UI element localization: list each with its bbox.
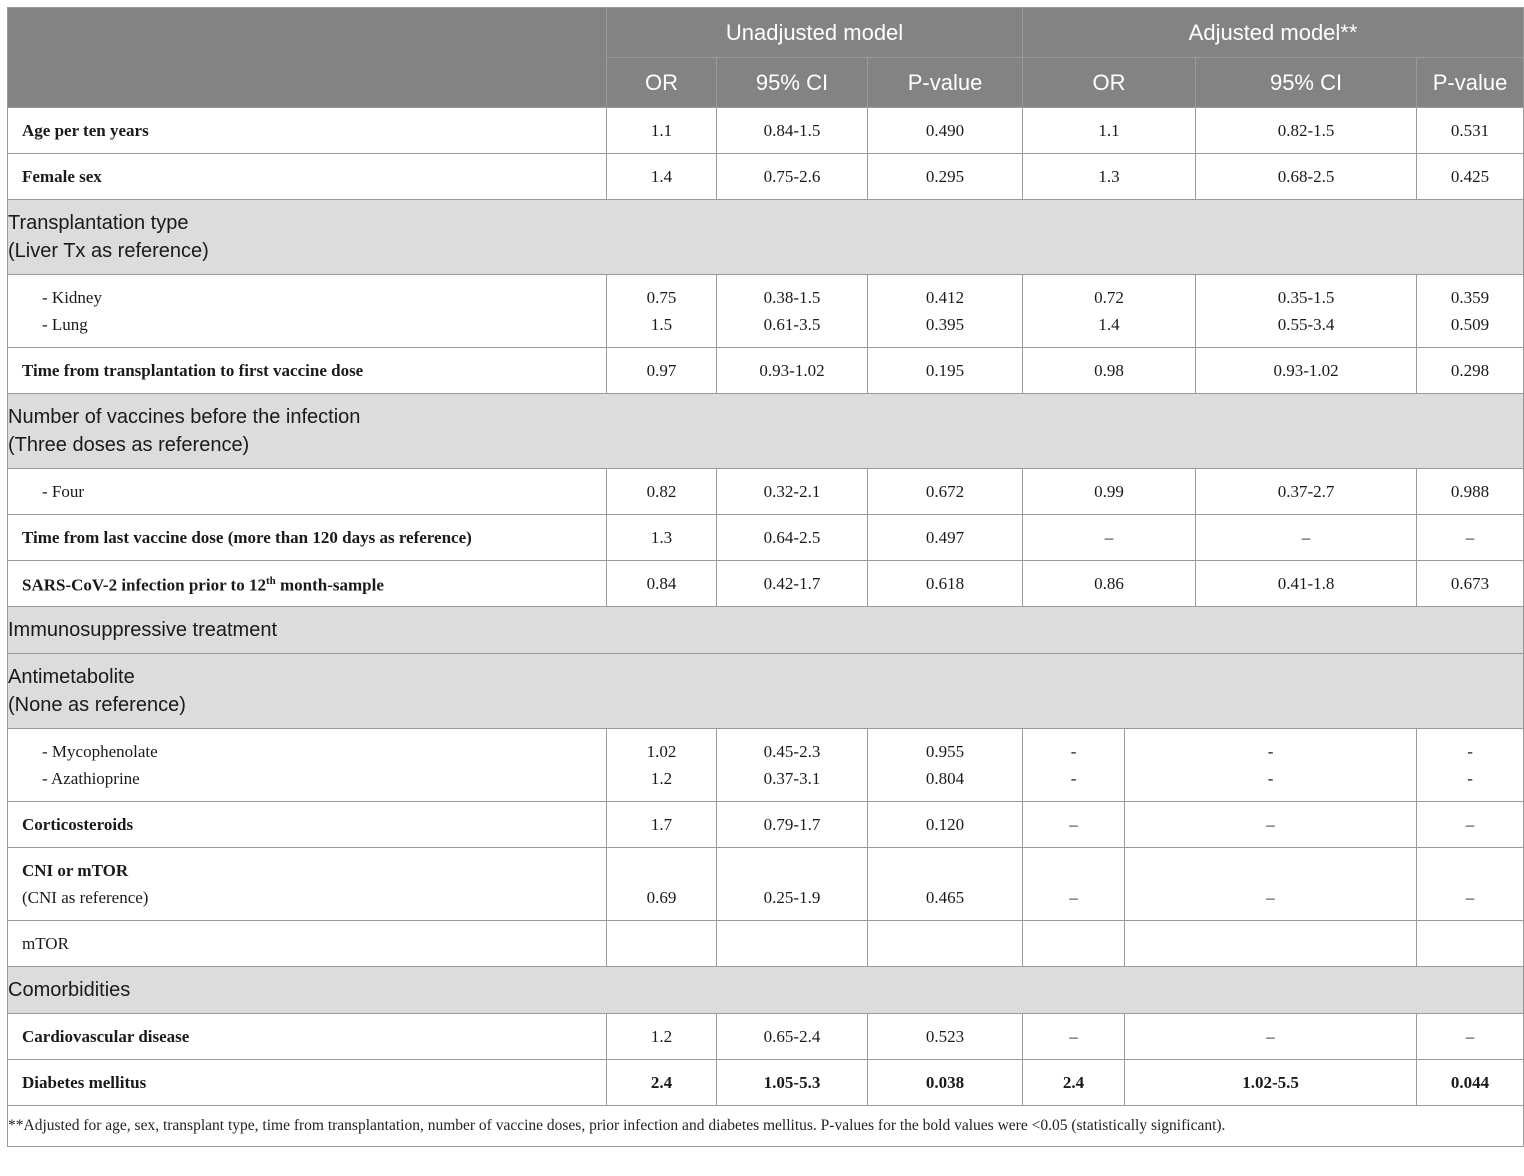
row-label: Time from transplantation to first vaccine dose [8, 348, 607, 394]
header-ci-unadj: 95% CI [717, 58, 868, 108]
cell-ci-unadj: 1.05-5.3 [717, 1060, 868, 1106]
cell-ci-adj: – [1125, 802, 1417, 848]
cell-empty [717, 921, 868, 967]
cell-or-adj: - - [1023, 729, 1125, 802]
cell-or-unadj: 1.4 [607, 154, 717, 200]
table-row-mtor [8, 921, 1524, 967]
row-label: Time from last vaccine dose (more than 120 days as reference) [8, 515, 607, 561]
cell-or-adj: – [1023, 848, 1125, 921]
section-title: Number of vaccines before the infection [8, 406, 361, 428]
section-comorbidities [8, 967, 1524, 1014]
table-row-cni [8, 848, 1524, 921]
table-row-diabetes [8, 1060, 1524, 1106]
cell-or-adj: – [1023, 802, 1125, 848]
cell-ci-adj: – [1196, 515, 1417, 561]
section-subtitle: (Liver Tx as reference) [8, 240, 209, 262]
cell-ci-adj: 0.41-1.8 [1196, 561, 1417, 607]
cell-empty [1125, 921, 1417, 967]
cell-p-adj: – [1417, 802, 1524, 848]
cell-ci-unadj: 0.93-1.02 [717, 348, 868, 394]
cell-p-adj: 0.673 [1417, 561, 1524, 607]
table-row-sars [8, 561, 1524, 607]
cell-ci-unadj: 0.64-2.5 [717, 515, 868, 561]
cell-empty [868, 921, 1023, 967]
cell-p-adj: 0.044 [1417, 1060, 1524, 1106]
cell-ci-adj: 0.68-2.5 [1196, 154, 1417, 200]
cell-empty [1417, 921, 1524, 967]
sub-label-azathioprine: - Azathioprine [42, 769, 140, 788]
cell-ci-unadj: 0.38-1.5 0.61-3.5 [717, 275, 868, 348]
header-unadjusted: Unadjusted model [607, 8, 1023, 58]
cell-empty [607, 921, 717, 967]
cell-ci-adj: - - [1125, 729, 1417, 802]
cell-p-unadj: 0.120 [868, 802, 1023, 848]
table-row-corticosteroids [8, 802, 1524, 848]
cell-p-adj: 0.359 0.509 [1417, 275, 1524, 348]
row-label: mTOR [8, 921, 607, 967]
table-row-transplant-types [8, 275, 1524, 348]
cell-empty [1023, 921, 1125, 967]
section-label [8, 394, 1524, 469]
cell-p-adj: - - [1417, 729, 1524, 802]
section-title: Immunosuppressive treatment [8, 619, 278, 641]
cell-p-unadj: 0.295 [868, 154, 1023, 200]
section-label [8, 200, 1524, 275]
cell-ci-adj: 0.93-1.02 [1196, 348, 1417, 394]
section-label [8, 607, 1524, 654]
cell-or-adj: 1.1 [1023, 108, 1196, 154]
cell-or-adj: 1.3 [1023, 154, 1196, 200]
cell-or-unadj: 0.75 1.5 [607, 275, 717, 348]
cell-p-unadj: 0.618 [868, 561, 1023, 607]
cell-ci-adj: 0.82-1.5 [1196, 108, 1417, 154]
row-label: Age per ten years [8, 108, 607, 154]
cell-ci-unadj: 0.79-1.7 [717, 802, 868, 848]
cell-p-unadj: 0.465 [868, 848, 1023, 921]
cell-or-adj: – [1023, 1014, 1125, 1060]
cell-p-adj: 0.298 [1417, 348, 1524, 394]
table-row-time-tx [8, 348, 1524, 394]
cell-or-unadj: 1.1 [607, 108, 717, 154]
cell-ci-adj: 0.35-1.5 0.55-3.4 [1196, 275, 1417, 348]
cell-or-unadj: 2.4 [607, 1060, 717, 1106]
row-label: Cardiovascular disease [8, 1014, 607, 1060]
table-row-cardio [8, 1014, 1524, 1060]
row-label: CNI or mTOR (CNI as reference) [8, 848, 607, 921]
cell-p-unadj: 0.412 0.395 [868, 275, 1023, 348]
footnote: **Adjusted for age, sex, transplant type, time from transplantation, number of vaccine doses, prior infection and diabetes mellitus. P-values for the bold values were <0.05 (statistically significant). [8, 1106, 1524, 1147]
cell-ci-unadj: 0.84-1.5 [717, 108, 868, 154]
section-transplant [8, 200, 1524, 275]
section-subtitle: (None as reference) [8, 694, 186, 716]
row-label: - Four [8, 469, 607, 515]
cell-or-unadj: 1.02 1.2 [607, 729, 717, 802]
cell-or-unadj: 0.97 [607, 348, 717, 394]
cell-p-unadj: 0.490 [868, 108, 1023, 154]
cell-or-unadj: 1.7 [607, 802, 717, 848]
row-label: SARS-CoV-2 infection prior to 12th month-sample [8, 561, 607, 607]
cell-p-adj: 0.988 [1417, 469, 1524, 515]
row-label: Corticosteroids [8, 802, 607, 848]
section-label [8, 967, 1524, 1014]
sub-label-kidney: - Kidney [42, 288, 102, 307]
cell-ci-unadj: 0.32-2.1 [717, 469, 868, 515]
cell-or-unadj: 0.82 [607, 469, 717, 515]
cell-ci-unadj: 0.45-2.3 0.37-3.1 [717, 729, 868, 802]
cell-p-unadj: 0.195 [868, 348, 1023, 394]
header-row-groups [8, 8, 1524, 58]
row-label [8, 275, 607, 348]
section-antimetabolite [8, 654, 1524, 729]
table-row-female [8, 154, 1524, 200]
cell-or-adj: 0.86 [1023, 561, 1196, 607]
cell-ci-adj: – [1125, 1014, 1417, 1060]
cell-p-unadj: 0.497 [868, 515, 1023, 561]
cell-ci-adj: 1.02-5.5 [1125, 1060, 1417, 1106]
header-p-unadj: P-value [868, 58, 1023, 108]
cell-or-adj: 0.72 1.4 [1023, 275, 1196, 348]
cell-or-unadj: 1.3 [607, 515, 717, 561]
cell-p-unadj: 0.523 [868, 1014, 1023, 1060]
row-label: Female sex [8, 154, 607, 200]
cell-ci-unadj: 0.65-2.4 [717, 1014, 868, 1060]
cell-p-adj: 0.531 [1417, 108, 1524, 154]
cell-p-adj: – [1417, 515, 1524, 561]
header-p-adj: P-value [1417, 58, 1524, 108]
cell-ci-unadj: 0.75-2.6 [717, 154, 868, 200]
cell-p-unadj: 0.955 0.804 [868, 729, 1023, 802]
regression-table [7, 7, 1524, 1147]
cell-or-unadj: 0.69 [607, 848, 717, 921]
footnote-row [8, 1106, 1524, 1147]
cell-ci-adj: – [1125, 848, 1417, 921]
cell-p-adj: – [1417, 1014, 1524, 1060]
section-title: Antimetabolite [8, 666, 135, 688]
cell-or-adj: 0.98 [1023, 348, 1196, 394]
cell-p-unadj: 0.672 [868, 469, 1023, 515]
cell-ci-unadj: 0.25-1.9 [717, 848, 868, 921]
cell-ci-unadj: 0.42-1.7 [717, 561, 868, 607]
cell-p-adj: – [1417, 848, 1524, 921]
header-ci-adj: 95% CI [1196, 58, 1417, 108]
cell-or-unadj: 1.2 [607, 1014, 717, 1060]
table-row-four [8, 469, 1524, 515]
row-label [8, 729, 607, 802]
cell-ci-adj: 0.37-2.7 [1196, 469, 1417, 515]
section-subtitle: (Three doses as reference) [8, 434, 250, 456]
cell-or-unadj: 0.84 [607, 561, 717, 607]
section-title: Transplantation type [8, 212, 189, 234]
header-adjusted: Adjusted model** [1023, 8, 1524, 58]
section-immuno [8, 607, 1524, 654]
sub-label-lung: - Lung [42, 315, 88, 334]
section-label [8, 654, 1524, 729]
table-row-last-dose [8, 515, 1524, 561]
cell-p-unadj: 0.038 [868, 1060, 1023, 1106]
header-or-adj: OR [1023, 58, 1196, 108]
row-label: Diabetes mellitus [8, 1060, 607, 1106]
cell-p-adj: 0.425 [1417, 154, 1524, 200]
table-row-age [8, 108, 1524, 154]
sub-label-mycophenolate: - Mycophenolate [42, 742, 158, 761]
section-vaccines [8, 394, 1524, 469]
header-or-unadj: OR [607, 58, 717, 108]
cell-or-adj: 0.99 [1023, 469, 1196, 515]
cell-or-adj: – [1023, 515, 1196, 561]
section-title: Comorbidities [8, 979, 131, 1001]
table-row-antimetabolites [8, 729, 1524, 802]
cell-or-adj: 2.4 [1023, 1060, 1125, 1106]
header-blank [8, 8, 607, 108]
